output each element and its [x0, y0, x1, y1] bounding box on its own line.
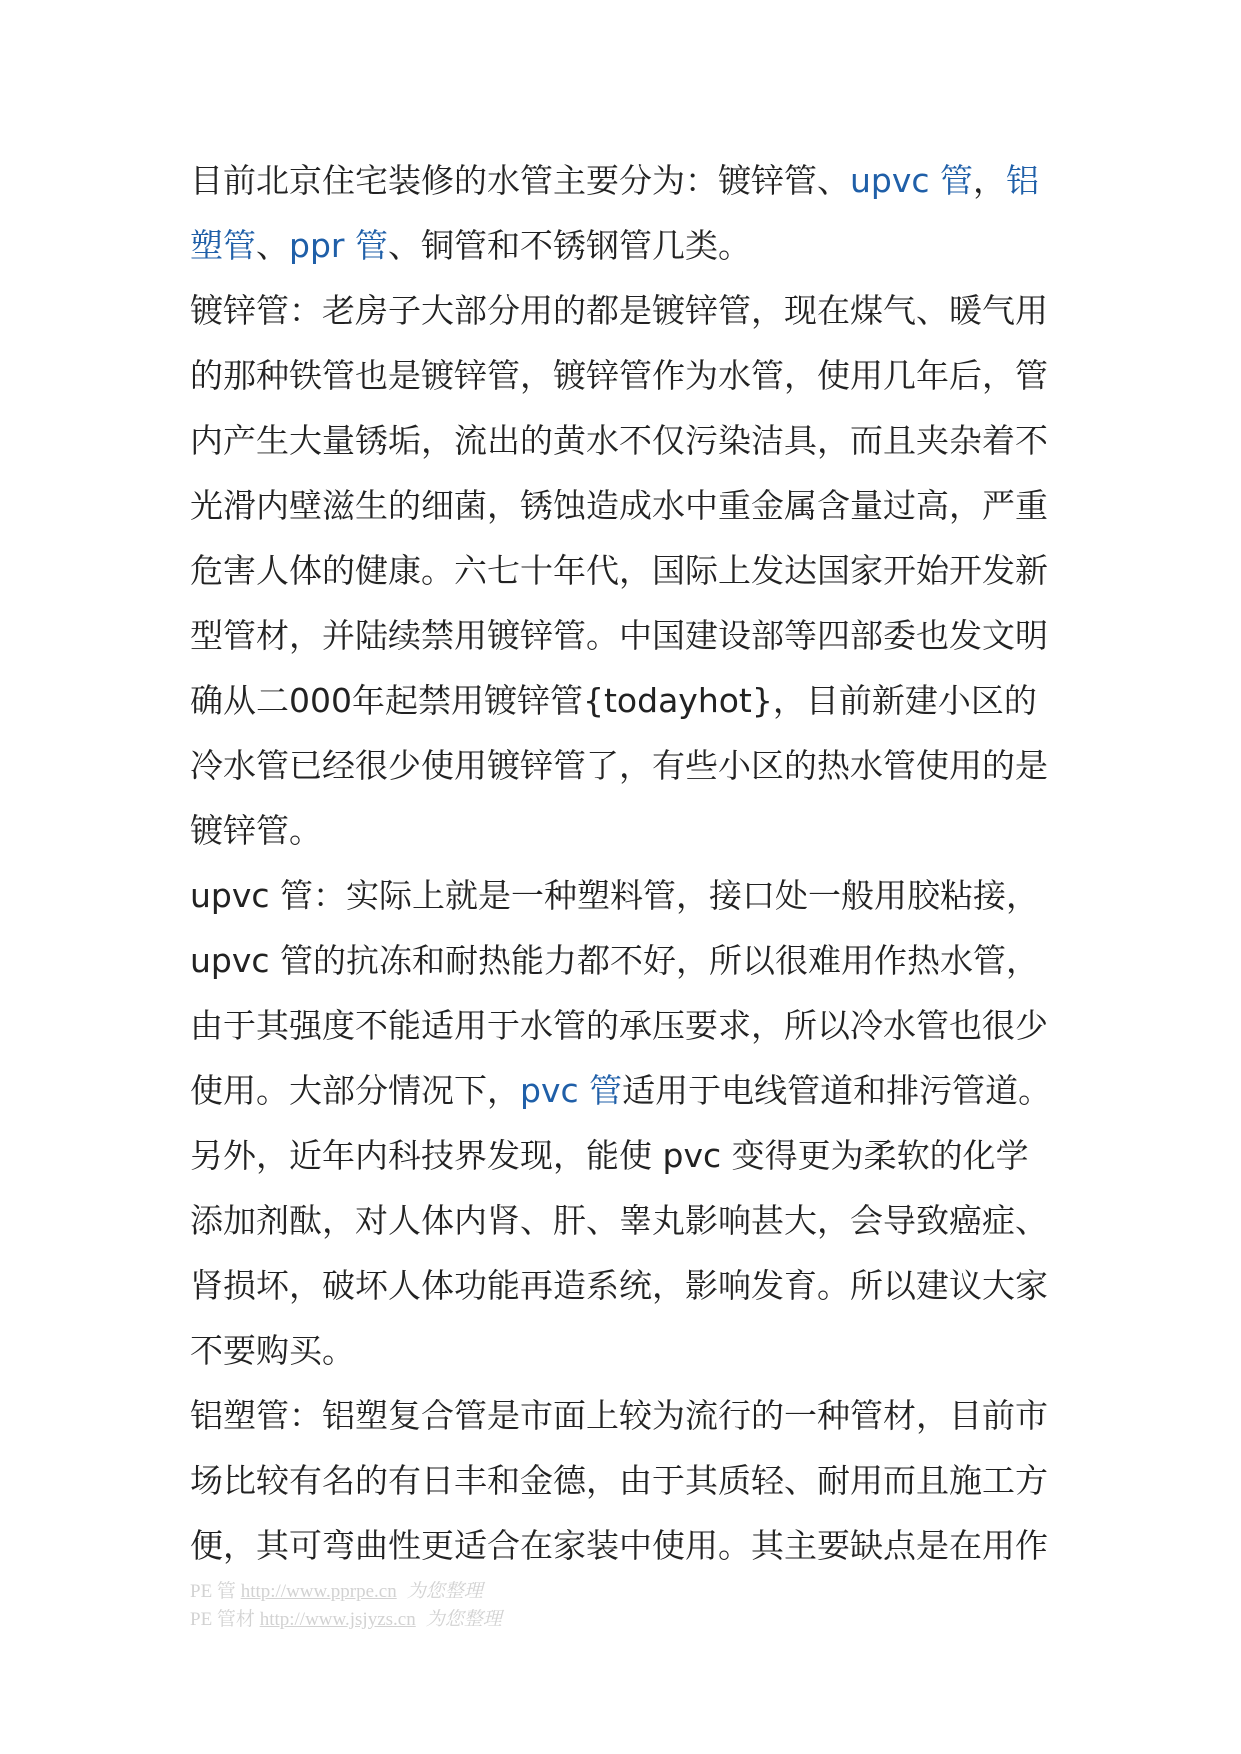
intro-text-2: ， [973, 161, 1007, 200]
document-body [190, 148, 1060, 1578]
pvc-link-suffix[interactable]: 管 [578, 1071, 623, 1110]
upvc-text-4: 变得更为柔软的化学添加剂酞，对人体内肾、肝、睾丸影响甚大，会导致癌症、肾损坏，破坏人体功能再造系统，影响发育。所以建议大家不要购买。 [190, 1136, 1048, 1370]
paragraph-upvc [190, 863, 1060, 1383]
footer-note-2: 为您整理 [425, 1609, 502, 1630]
upvc-text-3: 适用于电线管道和排污管道。另外，近年内科技界发现，能使 [190, 1071, 1052, 1175]
upvc-word-2: upvc [190, 941, 270, 980]
upvc-link-suffix[interactable]: 管 [929, 161, 974, 200]
ppr-pipe-link[interactable] [289, 226, 388, 265]
footer-line-1 [190, 1578, 502, 1606]
galvanized-text-1: 镀锌管：老房子大部分用的都是镀锌管，现在煤气、暖气用的那种铁管也是镀锌管，镀锌管作为水管，使用几年后，管内产生大量锈垢，流出的黄水不仅污染洁具，而且夹杂着不光滑内壁滋生的细菌，锈蚀造成水中重金属含量过高，严重危害人体的健康。六七十年代，国际上发达国家开始开发新型管材，并陆续禁用镀锌管。中国建设部等四部委也发文明确从二 [190, 291, 1048, 720]
galvanized-year-digits: 000 [289, 681, 352, 720]
intro-text-1: 目前北京住宅装修的水管主要分为：镀锌管、 [190, 161, 850, 200]
paragraph-intro [190, 148, 1060, 278]
upvc-text-1: 管：实际上就是一种塑料管，接口处一般用胶粘接， [269, 876, 1040, 915]
intro-text-4: 、铜管和不锈钢管几类。 [387, 226, 751, 265]
footer-label-2: PE 管材 [190, 1609, 260, 1630]
alu-plastic-text-1: 铝塑管：铝塑复合管是市面上较为流行的一种管材，目前市场比较有名的有日丰和金德，由于其质轻、耐用而且施工方便，其可弯曲性更适合在家装中使用。其主要缺点是在用作 [190, 1396, 1048, 1565]
upvc-word-1: upvc [190, 876, 270, 915]
aluminum-plastic-pipe-link[interactable]: 铝塑管 [190, 161, 1040, 265]
galvanized-tag: {todayhot} [583, 681, 773, 720]
pvc-word: pvc [662, 1136, 722, 1175]
ppr-link-suffix[interactable]: 管 [344, 226, 388, 265]
galvanized-text-3: ，目前新建小区的冷水管已经很少使用镀锌管了，有些小区的热水管使用的是镀锌管。 [190, 681, 1048, 850]
footer-line-2 [190, 1606, 502, 1634]
ppr-link-word[interactable]: ppr [289, 226, 345, 265]
galvanized-text-2: 年起禁用镀锌管 [352, 681, 583, 720]
paragraph-aluminum-plastic [190, 1383, 1060, 1578]
footer-label-1: PE 管 [190, 1581, 241, 1602]
pvc-pipe-link[interactable] [520, 1071, 622, 1110]
footer-link-1[interactable]: http://www.pprpe.cn [240, 1581, 397, 1602]
upvc-text-2: 管的抗冻和耐热能力都不好，所以很难用作热水管，由于其强度不能适用于水管的承压要求，所以冷水管也很少使用。大部分情况下， [190, 941, 1048, 1110]
paragraph-galvanized [190, 278, 1060, 863]
upvc-pipe-link[interactable] [850, 161, 973, 200]
pvc-link-word[interactable]: pvc [520, 1071, 579, 1110]
page-footer [190, 1578, 502, 1634]
upvc-link-word[interactable]: upvc [850, 161, 930, 200]
intro-text-3: 、 [256, 226, 289, 265]
footer-note-1: 为您整理 [406, 1581, 483, 1602]
footer-link-2[interactable]: http://www.jsjyzs.cn [259, 1609, 416, 1630]
